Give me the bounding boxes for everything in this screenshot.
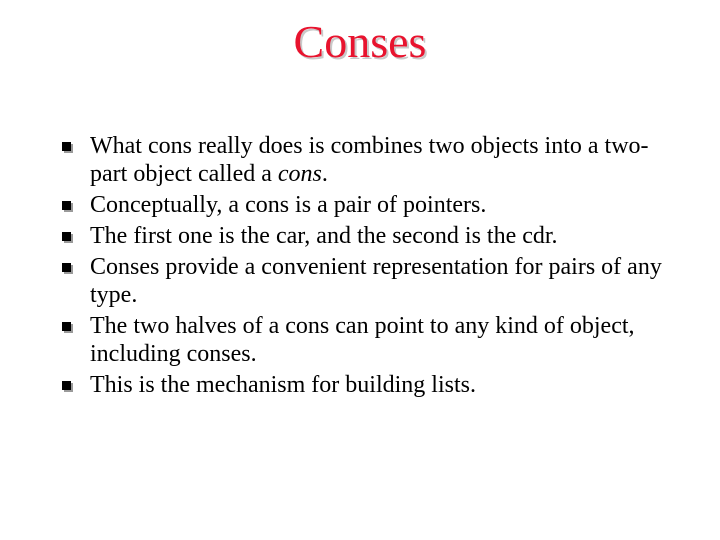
bullet-text: This is the mechanism for building lists. [90, 372, 476, 398]
bullet-text-emphasis: cons [277, 161, 322, 187]
square-bullet-icon [62, 381, 71, 390]
bullet-text-tail: . [321, 161, 328, 187]
bullet-item [62, 191, 682, 219]
square-bullet-icon [62, 232, 71, 241]
bullet-text: The two halves of a cons can point to any kind of object, including conses. [90, 313, 635, 367]
bullet-item [62, 312, 682, 368]
square-bullet-icon [62, 201, 71, 210]
bullet-text: The first one is the car, and the second is the cdr. [90, 223, 558, 249]
bullet-item [62, 371, 682, 399]
bullet-list [62, 132, 682, 402]
bullet-text [90, 132, 682, 188]
bullet-text-lead: What cons really does is combines two objects into a two-part object called a [90, 133, 649, 187]
bullet-text: Conses provide a convenient representation for pairs of any type. [90, 254, 662, 308]
square-bullet-icon [62, 322, 71, 331]
bullet-text: Conceptually, a cons is a pair of pointers. [90, 192, 487, 218]
square-bullet-icon [62, 263, 71, 272]
bullet-item [62, 132, 682, 188]
bullet-item [62, 253, 682, 309]
square-bullet-icon [62, 142, 71, 151]
slide-title: Conses [293, 16, 427, 67]
bullet-item [62, 222, 682, 250]
